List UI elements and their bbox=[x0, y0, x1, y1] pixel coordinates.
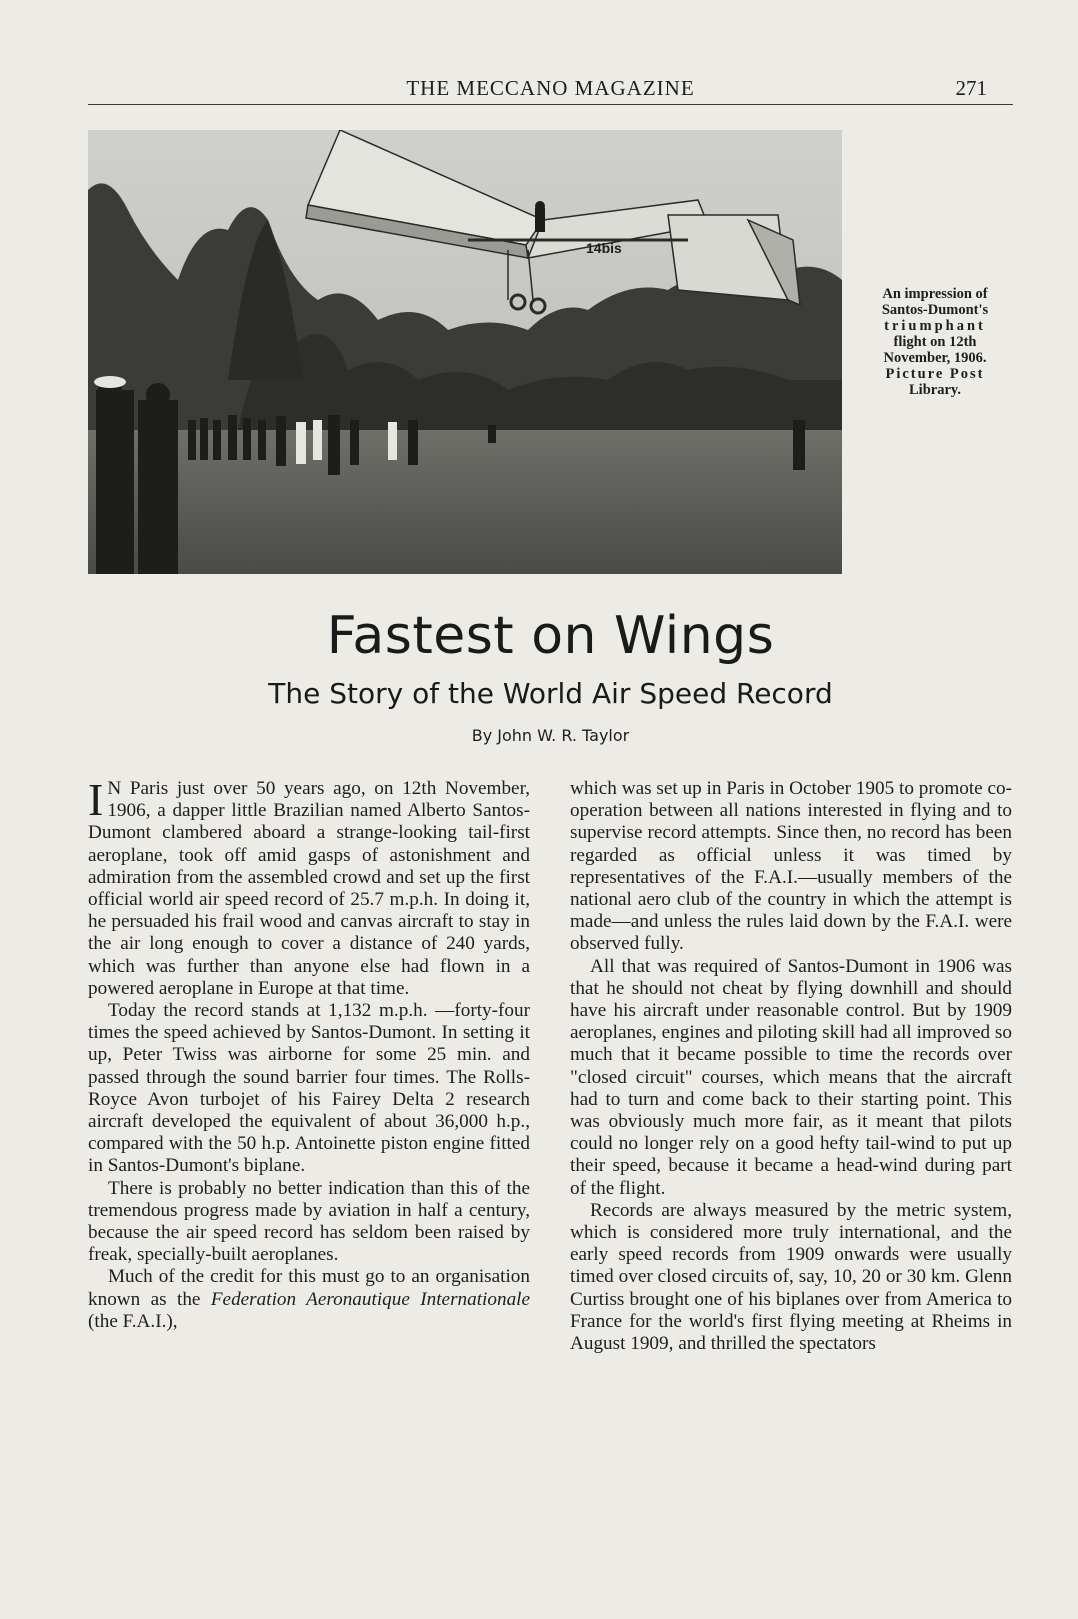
caption-line: An impression of bbox=[882, 286, 988, 302]
article-title: Fastest on Wings bbox=[326, 606, 775, 666]
article-paragraph: which was set up in Paris in October 1905 to promote co-operation between all nations interested in flying and to supervise record attempts. Since then, no record has been regarded as official unless it was timed by representatives of the F.A.I.—usually members of the national aero club of the country in which the attempt is made—and unless the rules laid down by the F.A.I. were observed fully. bbox=[570, 778, 1012, 955]
article-column-left bbox=[88, 774, 531, 1333]
photo-caption bbox=[862, 286, 1008, 398]
article-byline: By John W. R. Taylor bbox=[471, 726, 630, 745]
article-paragraph: Records are always measured by the metric system, which is considered more truly international, and the early speed records from 1909 onwards were usually timed over closed circuits of, say, 10, 20 or 30 km. Glenn Curtiss brought one of his biplanes over from America to France for the world's first flying meeting at Rheims in August 1909, and thrilled the spectators bbox=[570, 1199, 1012, 1355]
plane-marking: 14bis bbox=[586, 240, 622, 256]
article-paragraph: Today the record stands at 1,132 m.p.h. —forty-four times the speed achieved by Santos-Dumont. In setting it up, Peter Twiss was airborne for some 25 min. and passed through the sound barrier four times. The Rolls-Royce Avon turbojet of his Fairey Delta 2 research aircraft developed the equivalent of about 36,000 h.p., compared with the 50 h.p. Antoinette piston engine fitted in Santos-Dumont's biplane. bbox=[88, 1000, 530, 1177]
article-column-right bbox=[570, 778, 1012, 1355]
article-paragraph bbox=[88, 774, 530, 1000]
article-paragraph: There is probably no better indication than this of the tremendous progress made by aviation in half a century, because the air speed record has seldom been raised by freak, specially-built aeroplanes. bbox=[88, 1177, 530, 1266]
article-subtitle: The Story of the World Air Speed Record bbox=[268, 677, 833, 710]
caption-line: Santos-Dumont's bbox=[881, 302, 989, 318]
drop-cap: I bbox=[88, 774, 104, 825]
running-head bbox=[88, 74, 1013, 105]
paragraph-text: (the F.A.I.), bbox=[88, 1310, 178, 1332]
organisation-name: Federation Aeronautique Internationale bbox=[210, 1288, 531, 1310]
santos-dumont-photo bbox=[88, 130, 842, 574]
caption-line: Library. bbox=[909, 382, 961, 398]
caption-line: flight on 12th bbox=[893, 334, 977, 350]
paragraph-text: Much of the credit for this must go to an organisation known as the bbox=[88, 1266, 530, 1310]
paragraph-text: N Paris just over 50 years ago, on 12th November, 1906, a dapper little Brazilian named Alberto Santos-Dumont clambered aboard a strange-looking tail-first aeroplane, took off amid gasps of astonishment and admiration from the assembled crowd and set up the first official world air speed record of 25.7 m.p.h. In doing it, he persuaded his frail wood and canvas aircraft to stay in the air long enough to cover a distance of 240 yards, which was further than anyone else had flown in a powered aeroplane in Europe at that time. bbox=[88, 778, 530, 999]
article-paragraph: All that was required of Santos-Dumont in 1906 was that he should not cheat by flying downhill and should have his aircraft under reasonable control. But by 1909 aeroplanes, engines and piloting skill had all improved so much that it became possible to time the records over "closed circuit" courses, which means that the aircraft had to turn and come back to their starting point. This was obviously much more fair, as it meant that pilots could no longer rely on a good hefty tail-wind to put up their speed, because it became a head-wind during part of the flight. bbox=[570, 955, 1012, 1199]
caption-line: Picture Post bbox=[885, 366, 985, 382]
caption-line: triumphant bbox=[884, 318, 986, 334]
caption-line: November, 1906. bbox=[883, 350, 987, 366]
magazine-title: THE MECCANO MAGAZINE bbox=[406, 76, 695, 100]
page-number: 271 bbox=[955, 76, 987, 100]
article-paragraph bbox=[88, 1266, 530, 1333]
